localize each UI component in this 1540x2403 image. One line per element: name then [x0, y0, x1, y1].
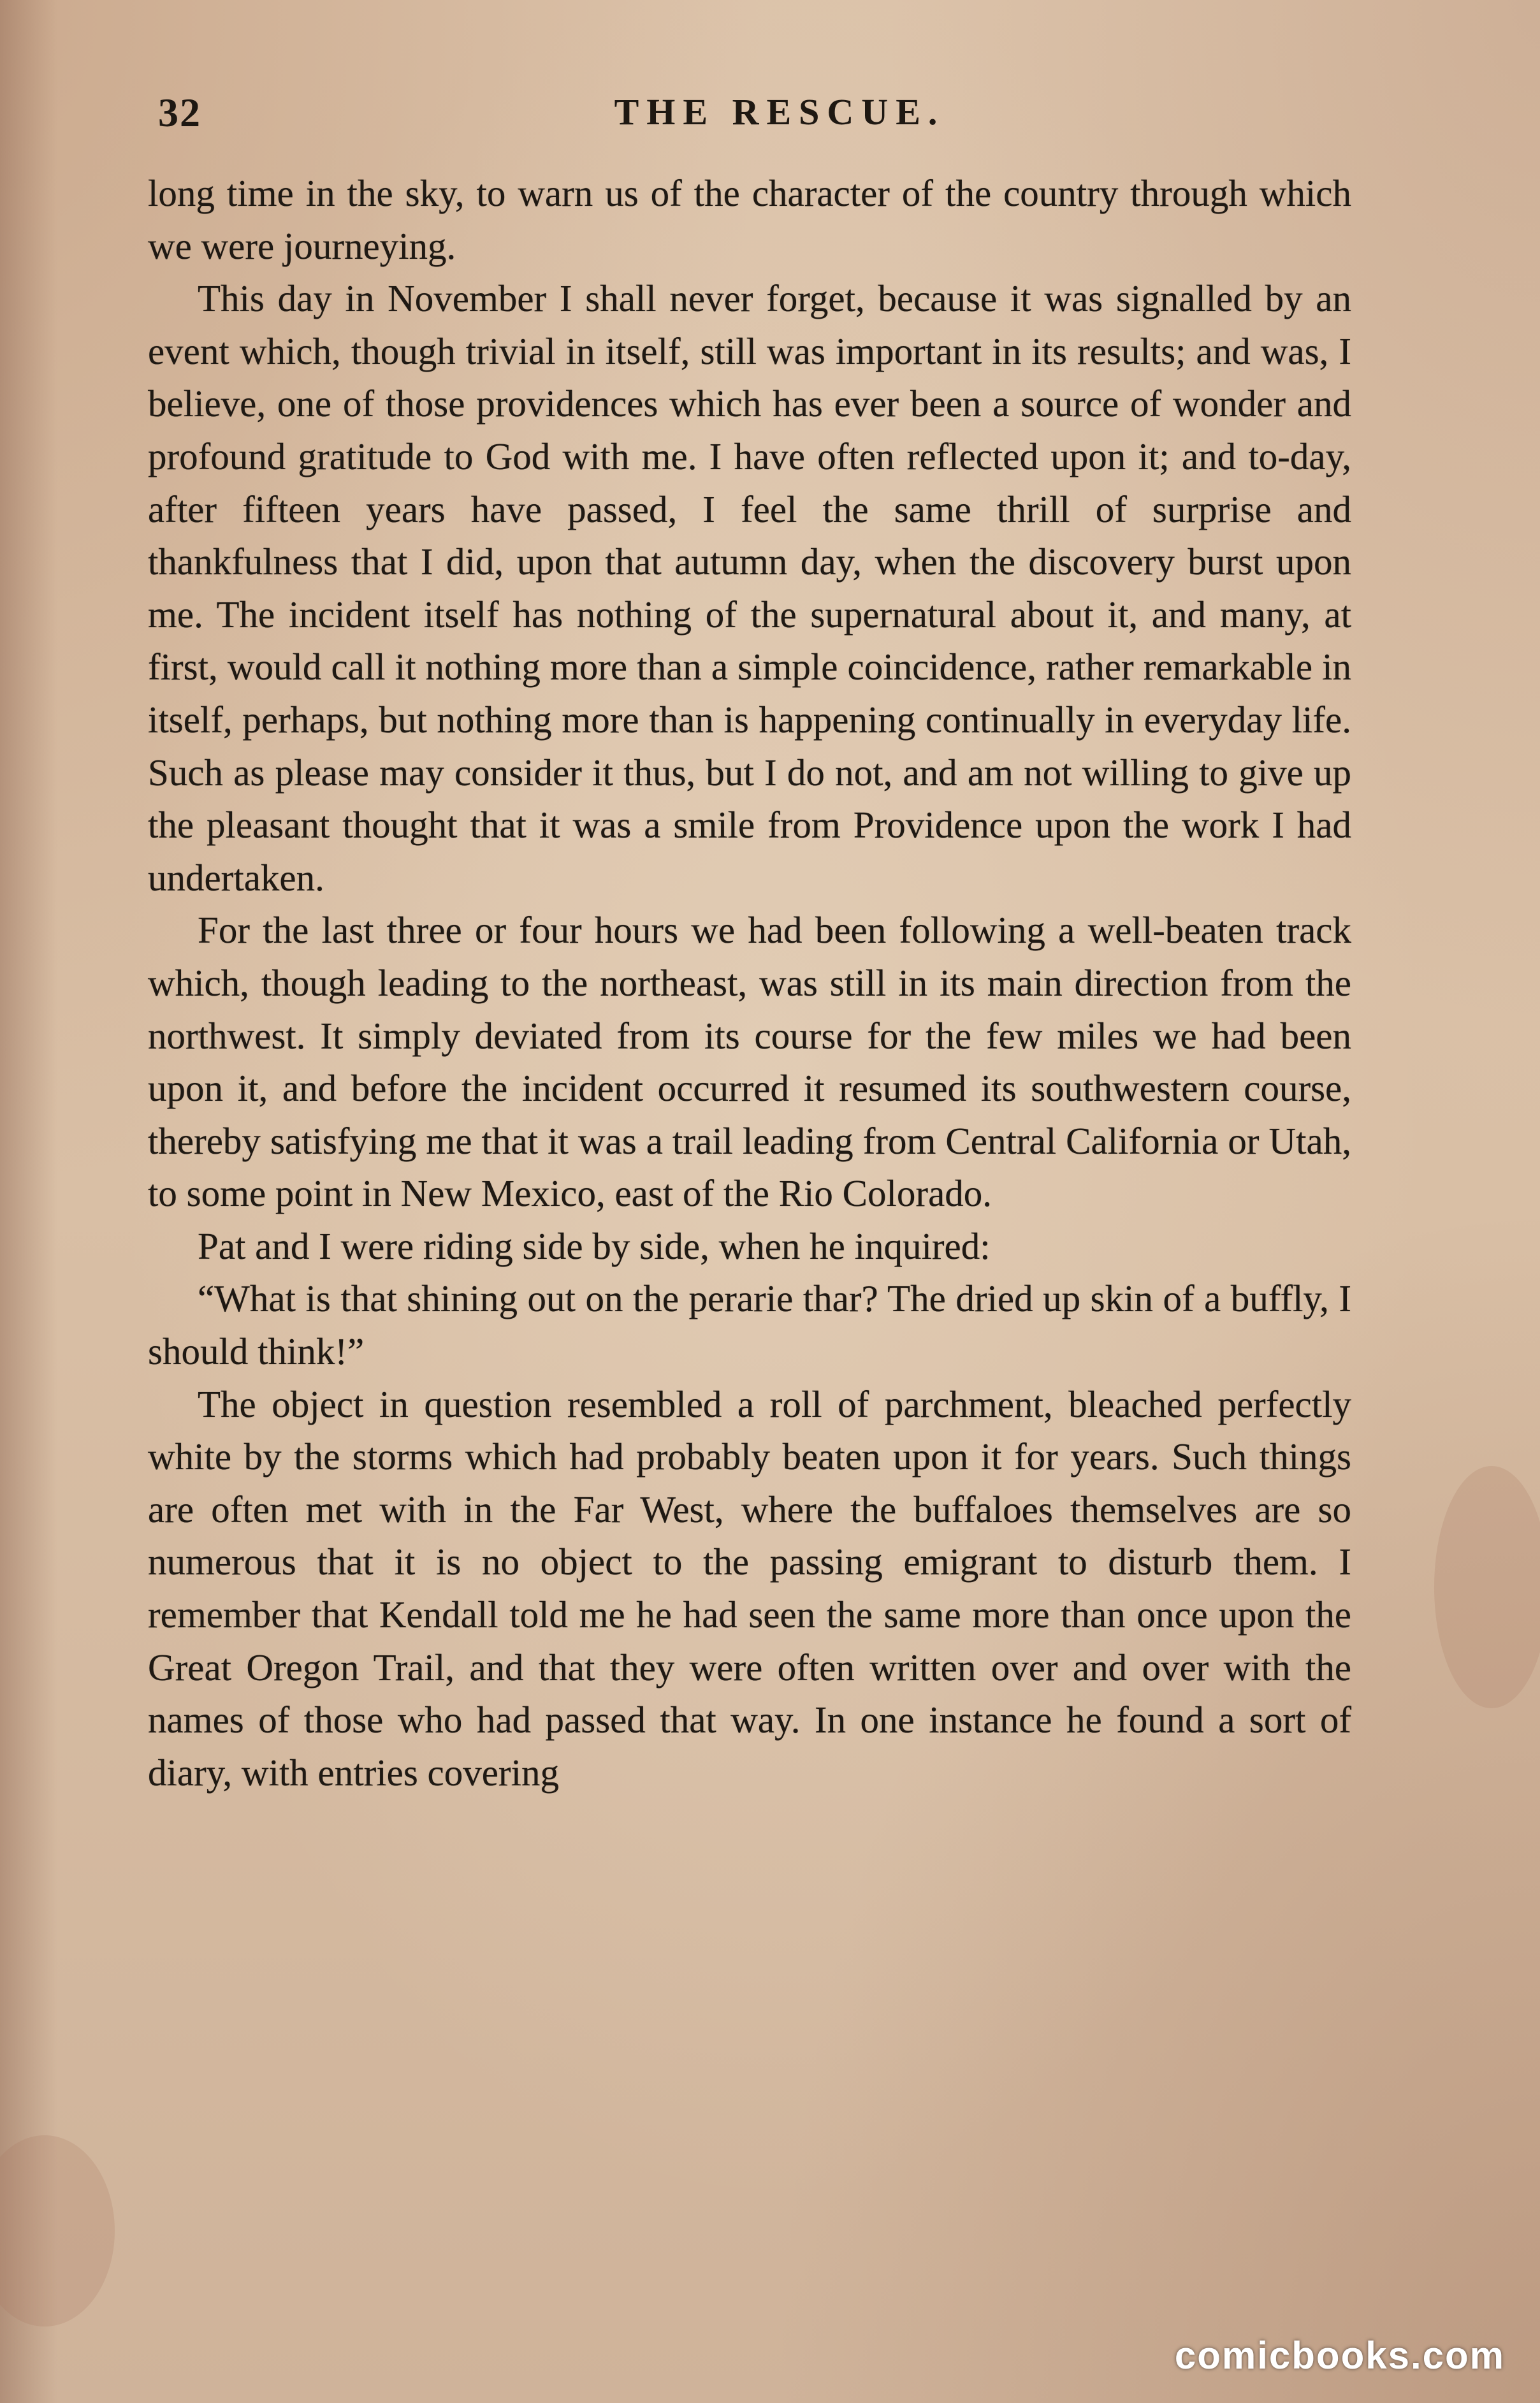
paragraph: The object in question resembled a roll of parchment, bleached perfectly white by the storms which had probably beaten upon it for years. Such things are often met with in the Far West, where the buffaloes themselves are so numerous that it is no object to the passing emigrant to disturb them. I remember that Kendall told me he had seen the same more than once upon the Great Oregon Trail, and that they were often written over and over with the names of those who had passed that way. In one instance he found a sort of diary, with entries covering [148, 1383, 1351, 1794]
page-number: 32 [158, 90, 201, 135]
watermark: comicbooks.com [1174, 2334, 1505, 2377]
body-text [148, 167, 1351, 1799]
paragraph: long time in the sky, to warn us of the character of the country through which we were journeying. [148, 172, 1351, 267]
paragraph: For the last three or four hours we had been following a well-beaten track which, though leading to the northeast, was still in its main direction from the northwest. It simply deviated from its course for the few miles we had been upon it, and before the incident occurred it resumed its southwestern course, thereby satisfying me that it was a trail leading from Central California or Utah, to some point in New Mexico, east of the Rio Colorado. [148, 909, 1351, 1215]
paragraph: “What is that shining out on the perarie thar? The dried up skin of a buffly, I should think!” [148, 1277, 1351, 1373]
running-head: THE RESCUE. [614, 91, 945, 133]
paper-stain [0, 2135, 115, 2327]
page-header [158, 89, 1350, 147]
paper-stain [1434, 1466, 1540, 1708]
paragraph: Pat and I were riding side by side, when he inquired: [198, 1224, 991, 1267]
page-edge-shadow [0, 0, 57, 2403]
paragraph: This day in November I shall never forget, because it was signalled by an event which, though trivial in itself, still was important in its results; and was, I believe, one of those providences which has ever been a source of wonder and profound gratitude to God with me. I have often reflected upon it; and to-day, after fifteen years have passed, I feel the same thrill of surprise and thankfulness that I did, upon that autumn day, when the discovery burst upon me. The incident itself has nothing of the supernatural about it, and many, at first, would call it nothing more than a simple coincidence, rather remarkable in itself, perhaps, but nothing more than is happening continually in everyday life. Such as please may consider it thus, but I do not, and am not willing to give up the pleasant thought that it was a smile from Providence upon the work I had undertaken. [148, 277, 1351, 899]
